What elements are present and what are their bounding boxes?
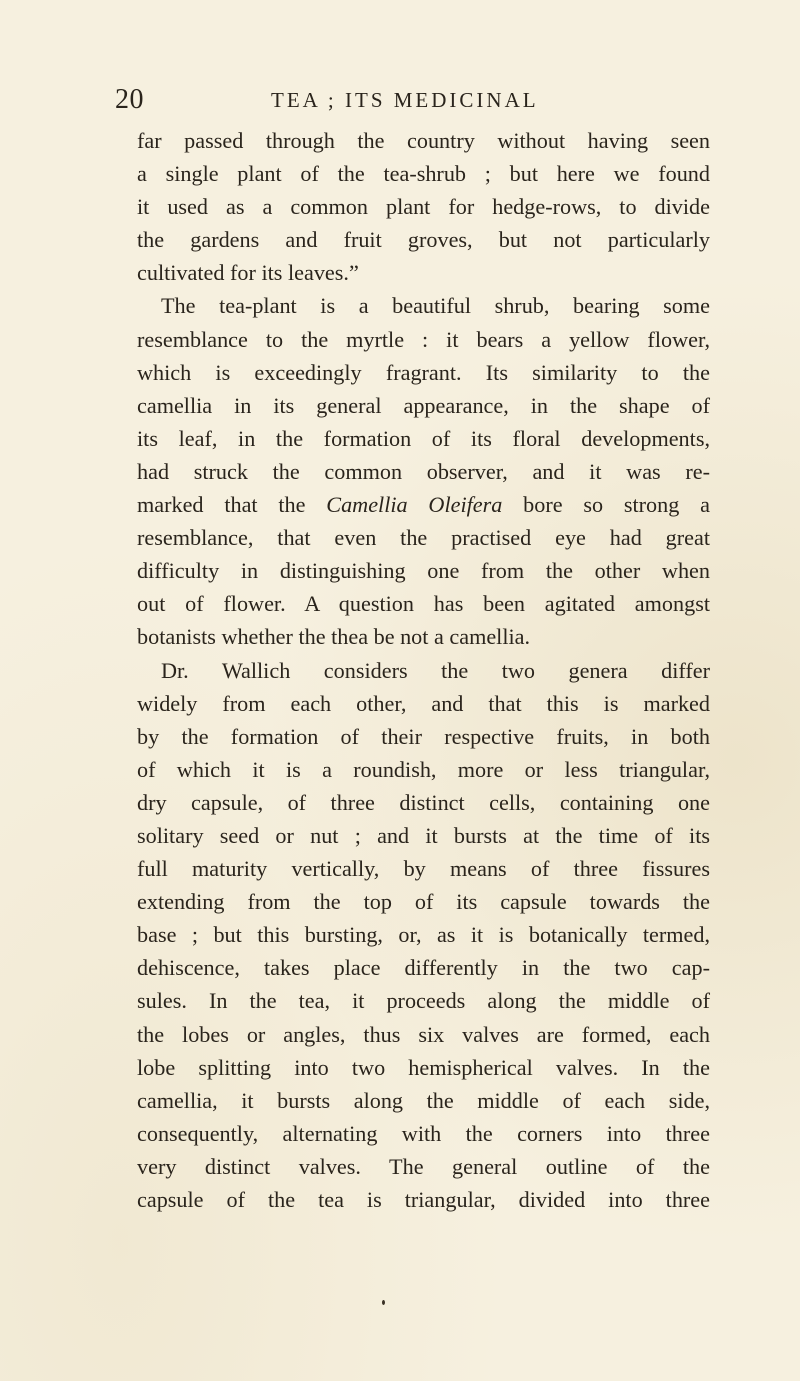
text-line: resemblance to the myrtle : it bears a yellow flower, — [137, 326, 710, 352]
text-line: a single plant of the tea-shrub ; but here we found — [137, 161, 710, 187]
text-line: difficulty in distinguishing one from the other when — [137, 558, 710, 584]
text-line: full maturity vertically, by means of three fissures — [137, 856, 710, 882]
text-line: the gardens and fruit groves, but not particularly — [137, 227, 710, 253]
text-line: base ; but this bursting, or, as it is botanically termed, — [137, 922, 710, 948]
paragraph-start-line: Dr. Wallich considers the two genera differ — [161, 657, 710, 683]
text-line: lobe splitting into two hemispherical valves. In the — [137, 1054, 710, 1080]
text-line: by the formation of their respective fruits, in both — [137, 723, 710, 749]
text-line: which is exceedingly fragrant. Its similarity to the — [137, 359, 710, 385]
text-line: its leaf, in the formation of its floral developments, — [137, 425, 710, 451]
text-line: of which it is a roundish, more or less triangular, — [137, 756, 710, 782]
text-run: marked that the — [137, 492, 327, 518]
text-line: far passed through the country without having seen — [137, 128, 710, 153]
text-line: dry capsule, of three distinct cells, containing one — [137, 789, 710, 815]
text-line: it used as a common plant for hedge-rows, to divide — [137, 194, 710, 220]
ink-speck — [382, 1300, 385, 1305]
text-line — [137, 488, 710, 521]
text-line: widely from each other, and that this is marked — [137, 690, 710, 716]
paragraph-start-line: The tea-plant is a beautiful shrub, bearing some — [161, 293, 710, 319]
text-line: the lobes or angles, thus six valves are formed, each — [137, 1021, 710, 1047]
text-line: camellia in its general appearance, in the shape of — [137, 392, 710, 418]
page-number: 20 — [115, 84, 144, 115]
text-line: out of flower. A question has been agitated amongst — [137, 591, 710, 617]
text-line: dehiscence, takes place differently in the two cap- — [137, 955, 710, 981]
text-line: resemblance, that even the practised eye had great — [137, 525, 710, 551]
body-text — [137, 124, 710, 1216]
text-line: had struck the common observer, and it was re- — [137, 458, 710, 484]
text-line: solitary seed or nut ; and it bursts at the time of its — [137, 822, 710, 848]
text-run: bore so strong a — [502, 492, 710, 518]
species-name: Camellia Oleifera — [326, 492, 503, 518]
text-line: cultivated for its leaves.” — [137, 260, 359, 286]
text-line: botanists whether the thea be not a camellia. — [137, 624, 531, 650]
text-line: very distinct valves. The general outline of the — [137, 1153, 710, 1179]
text-line: extending from the top of its capsule towards the — [137, 889, 710, 915]
running-head: TEA ; ITS MEDICINAL — [271, 88, 539, 112]
text-line: camellia, it bursts along the middle of each side, — [137, 1087, 710, 1113]
text-line: sules. In the tea, it proceeds along the middle of — [137, 988, 710, 1014]
text-line: consequently, alternating with the corners into three — [137, 1120, 710, 1146]
text-line: capsule of the tea is triangular, divided into three — [137, 1187, 710, 1212]
